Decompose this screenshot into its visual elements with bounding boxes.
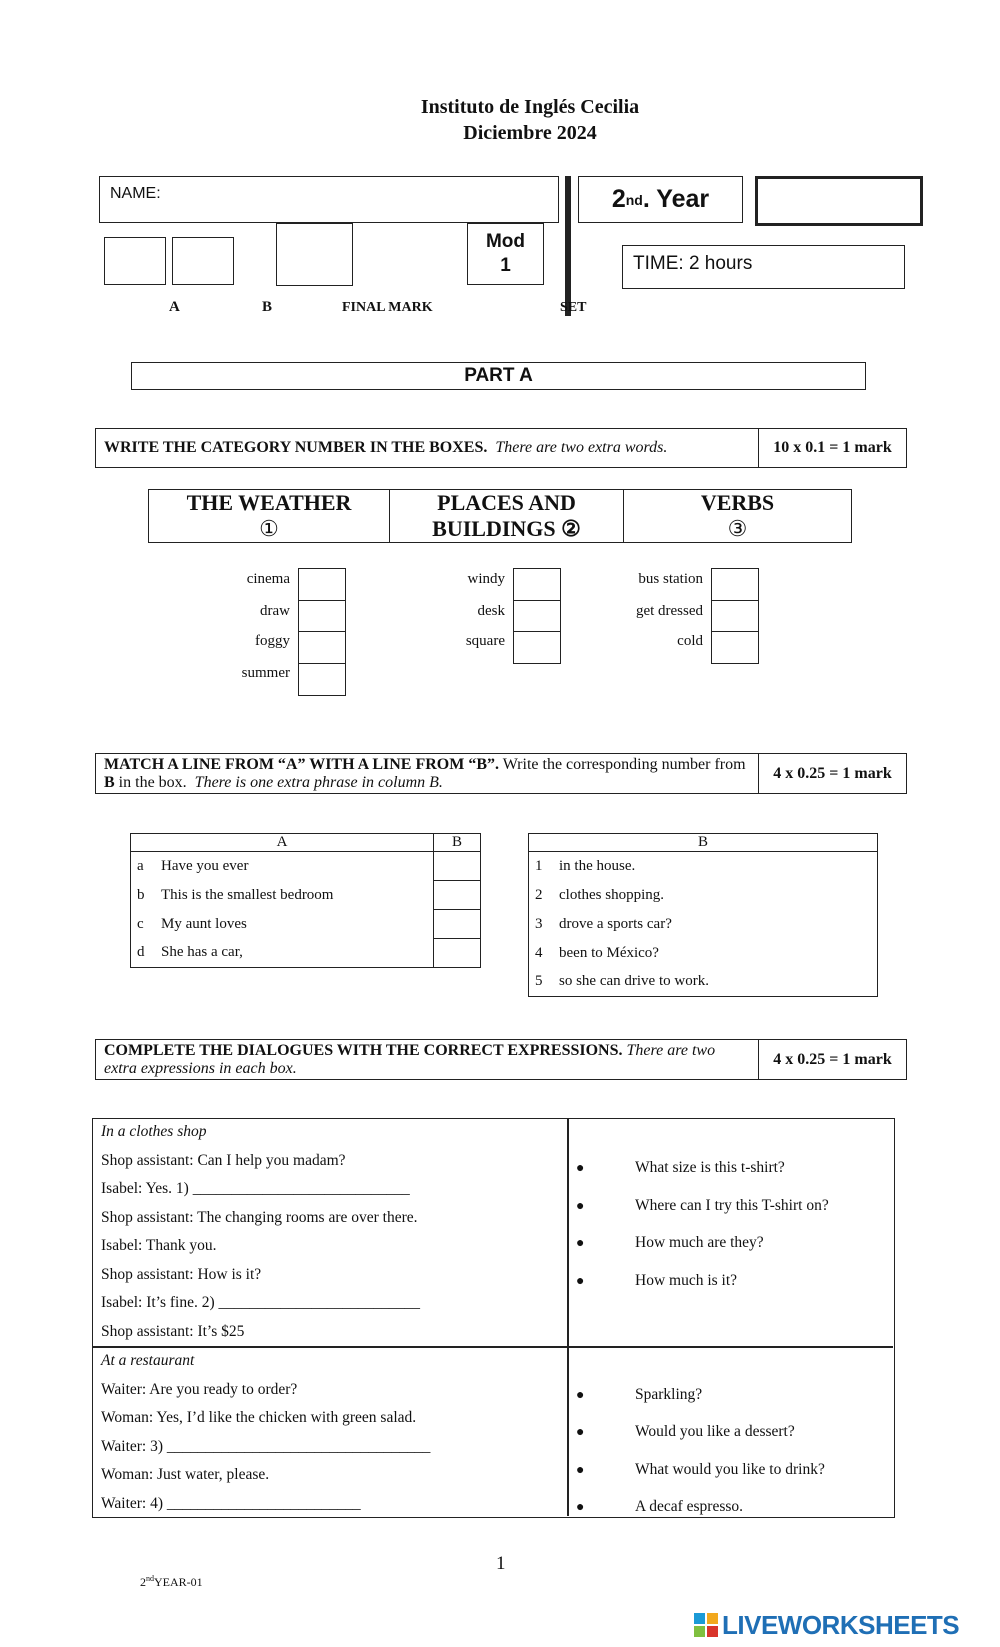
label-final-mark: FINAL MARK: [342, 300, 433, 315]
dialogue-line-blank-3[interactable]: Waiter: 3) __________________________________: [101, 1437, 431, 1455]
option-item: Where can I try this T-shirt on?: [635, 1197, 829, 1214]
table-row: [529, 881, 878, 910]
word-item: summer: [241, 665, 290, 681]
dialogue-line: Woman: Yes, I’d like the chicken with green salad.: [101, 1409, 417, 1426]
table-row: [131, 939, 481, 968]
category-verbs-number: ③: [727, 516, 748, 541]
row-letter: b: [137, 886, 145, 903]
mod-label: Mod: [485, 231, 526, 252]
bullet-icon: ●: [576, 1236, 585, 1251]
dialogue-line: Shop assistant: Can I help you madam?: [101, 1151, 346, 1169]
institute-title: Instituto de Inglés Cecilia: [420, 96, 640, 118]
row-number: 4: [535, 944, 543, 961]
part-title: PART A: [131, 362, 866, 390]
final-mark-box[interactable]: [276, 223, 353, 286]
label-b: B: [262, 299, 273, 315]
mod-box: [467, 223, 544, 285]
answer-cell[interactable]: [434, 881, 481, 910]
option-item: How much is it?: [635, 1272, 738, 1289]
row-number: 2: [535, 886, 543, 903]
row-number: 5: [535, 973, 543, 990]
row-number: 3: [535, 915, 543, 932]
column-b-header: B: [451, 834, 462, 850]
dialogue-line: Woman: Just water, please.: [101, 1466, 270, 1483]
section3-instruction-note1: There: [626, 1042, 664, 1059]
word-answer-box[interactable]: [513, 600, 561, 633]
section2-instruction-text1: Write the corresponding number from: [502, 756, 746, 773]
section3-instruction-note2: are two extra expressions in each box.: [104, 1042, 716, 1077]
dialogue-line-blank-1[interactable]: Isabel: Yes. 1) ____________________________: [101, 1180, 410, 1197]
bullet-icon: ●: [576, 1425, 585, 1440]
dialogue-line: Isabel: Thank you.: [101, 1237, 217, 1254]
word-answer-box[interactable]: [711, 568, 759, 601]
word-item: foggy: [255, 633, 290, 649]
page-code-text: YEAR-01: [154, 1575, 203, 1589]
word-item: cold: [677, 633, 703, 649]
dialogue-line-blank-2[interactable]: Isabel: It’s fine. 2) __________________________: [101, 1294, 421, 1311]
mark-a-box[interactable]: [104, 237, 166, 285]
word-item: get dressed: [635, 603, 703, 619]
section2-instruction-text2: in the box.: [118, 774, 187, 791]
answer-cell[interactable]: [434, 939, 481, 968]
section2-marks: 4 x 0.25 = 1 mark: [773, 764, 892, 782]
dialogue-line: Shop assistant: How is it?: [101, 1265, 262, 1283]
dialogue-clothes-shop: [101, 1118, 561, 1346]
word-item: bus station: [638, 571, 703, 587]
section3-marks: 4 x 0.25 = 1 mark: [773, 1050, 892, 1068]
set-field[interactable]: [755, 176, 923, 226]
word-answer-box[interactable]: [513, 631, 561, 664]
section2-instruction-b: B: [104, 774, 115, 791]
answer-cell[interactable]: [434, 852, 481, 881]
bullet-icon: ●: [576, 1161, 585, 1176]
year-box: [578, 176, 743, 223]
section3-instruction-bold: COMPLETE THE DIALOGUES WITH THE CORRECT EXPRESSIONS.: [104, 1042, 623, 1059]
dialogue-restaurant: [101, 1347, 561, 1518]
bullet-icon: ●: [576, 1463, 585, 1478]
label-a: A: [169, 299, 180, 315]
option-item: What size is this t-shirt?: [635, 1159, 785, 1176]
year-text: . Year: [642, 185, 710, 213]
column-b-header: B: [697, 834, 708, 850]
word-answer-box[interactable]: [298, 631, 346, 664]
category-weather-number: ①: [259, 516, 279, 541]
row-letter: a: [137, 857, 144, 874]
bullet-icon: ●: [576, 1199, 585, 1214]
word-answer-box[interactable]: [298, 663, 346, 696]
table-row: [131, 852, 481, 881]
year-superscript: nd: [625, 191, 643, 208]
page-code-number: 2: [140, 1575, 146, 1589]
word-answer-box[interactable]: [711, 600, 759, 633]
dialogue-line: Shop assistant: The changing rooms are over there.: [101, 1208, 418, 1226]
word-answer-box[interactable]: [711, 631, 759, 664]
category-verbs-name: VERBS: [700, 490, 775, 515]
section1-marks: 10 x 0.1 = 1 mark: [773, 439, 892, 456]
word-item: draw: [260, 603, 290, 619]
word-item: square: [465, 633, 505, 649]
category-places: [390, 490, 624, 542]
word-answer-box[interactable]: [513, 568, 561, 601]
column-divider: [567, 1119, 569, 1516]
table-row: [529, 852, 878, 881]
category-places-line1: PLACES AND: [437, 490, 576, 515]
section2-instruction: [95, 753, 907, 794]
row-text: She has a car,: [155, 939, 434, 968]
option-item: Sparkling?: [635, 1386, 703, 1403]
table-row: [131, 881, 481, 910]
word-item: cinema: [246, 571, 290, 587]
row-letter: d: [137, 944, 145, 961]
section1-instruction-note: There are two extra words.: [495, 439, 668, 456]
option-item: How much are they?: [635, 1234, 764, 1251]
dialogue-line: Waiter: Are you ready to order?: [101, 1380, 298, 1398]
page-number: 1: [496, 1553, 506, 1574]
table-row: [131, 910, 481, 939]
category-weather-name: THE WEATHER: [186, 490, 352, 515]
row-text: Have you ever: [155, 852, 434, 881]
answer-cell[interactable]: [434, 910, 481, 939]
option-item: What would you like to drink?: [635, 1461, 825, 1478]
time-label: TIME: 2 hours: [633, 253, 753, 274]
column-a-header: A: [131, 834, 434, 852]
exam-date: Diciembre 2024: [463, 122, 597, 144]
section1-instruction-bold: WRITE THE CATEGORY NUMBER IN THE BOXES.: [104, 439, 488, 456]
brand-name: LIVEWORKSHEETS: [722, 1609, 960, 1640]
section1-instruction: [95, 428, 907, 468]
dialogue-line-blank-4[interactable]: Waiter: 4) _________________________: [101, 1494, 361, 1512]
word-answer-box[interactable]: [298, 568, 346, 601]
category-weather: [149, 490, 390, 542]
time-box: [622, 245, 905, 289]
row-text: so she can drive to work.: [559, 973, 709, 990]
page-code: [140, 1574, 203, 1590]
categories-table: [148, 489, 852, 543]
word-item: desk: [477, 603, 505, 619]
table-row: [529, 939, 878, 968]
dialogue-line: Shop assistant: It’s $25: [101, 1322, 245, 1340]
word-answer-box[interactable]: [298, 600, 346, 633]
dialogues-table: [92, 1118, 895, 1518]
option-item: A decaf espresso.: [635, 1498, 744, 1515]
table-row: [529, 910, 878, 939]
category-places-line2: BUILDINGS ②: [432, 516, 581, 541]
section2-instruction-note: There is one extra phrase in column B.: [194, 774, 443, 791]
brand-logo-icon: [694, 1613, 718, 1637]
row-letter: c: [137, 915, 144, 932]
dialogue-title: In a clothes shop: [101, 1123, 207, 1140]
match-table-b: [528, 833, 878, 997]
dialogue-title: At a restaurant: [101, 1352, 195, 1369]
section2-instruction-bold: MATCH A LINE FROM “A” WITH A LINE FROM “B”.: [104, 756, 499, 773]
section3-instruction: [95, 1039, 907, 1080]
year-number: 2: [611, 185, 626, 213]
label-set: SET: [560, 300, 587, 315]
row-text: been to México?: [559, 944, 659, 961]
row-number: 1: [535, 857, 543, 874]
table-row: [529, 968, 878, 997]
mark-b-box[interactable]: [172, 237, 234, 285]
row-text: My aunt loves: [155, 910, 434, 939]
row-text: clothes shopping.: [559, 886, 664, 903]
row-text: drove a sports car?: [559, 915, 672, 932]
mod-number: 1: [500, 255, 511, 276]
row-text: This is the smallest bedroom: [155, 881, 434, 910]
vertical-divider: [565, 176, 571, 316]
page-code-superscript: nd: [146, 1574, 154, 1583]
name-field[interactable]: [99, 176, 559, 223]
bullet-icon: ●: [576, 1388, 585, 1403]
bullet-icon: ●: [576, 1500, 585, 1515]
word-item: windy: [467, 571, 505, 587]
match-table-a: [130, 833, 481, 968]
category-verbs: [624, 490, 851, 542]
row-text: in the house.: [559, 857, 636, 874]
bullet-icon: ●: [576, 1274, 585, 1289]
option-item: Would you like a dessert?: [635, 1423, 795, 1440]
name-label: NAME:: [110, 185, 161, 202]
brand-logo: [694, 1609, 1000, 1641]
